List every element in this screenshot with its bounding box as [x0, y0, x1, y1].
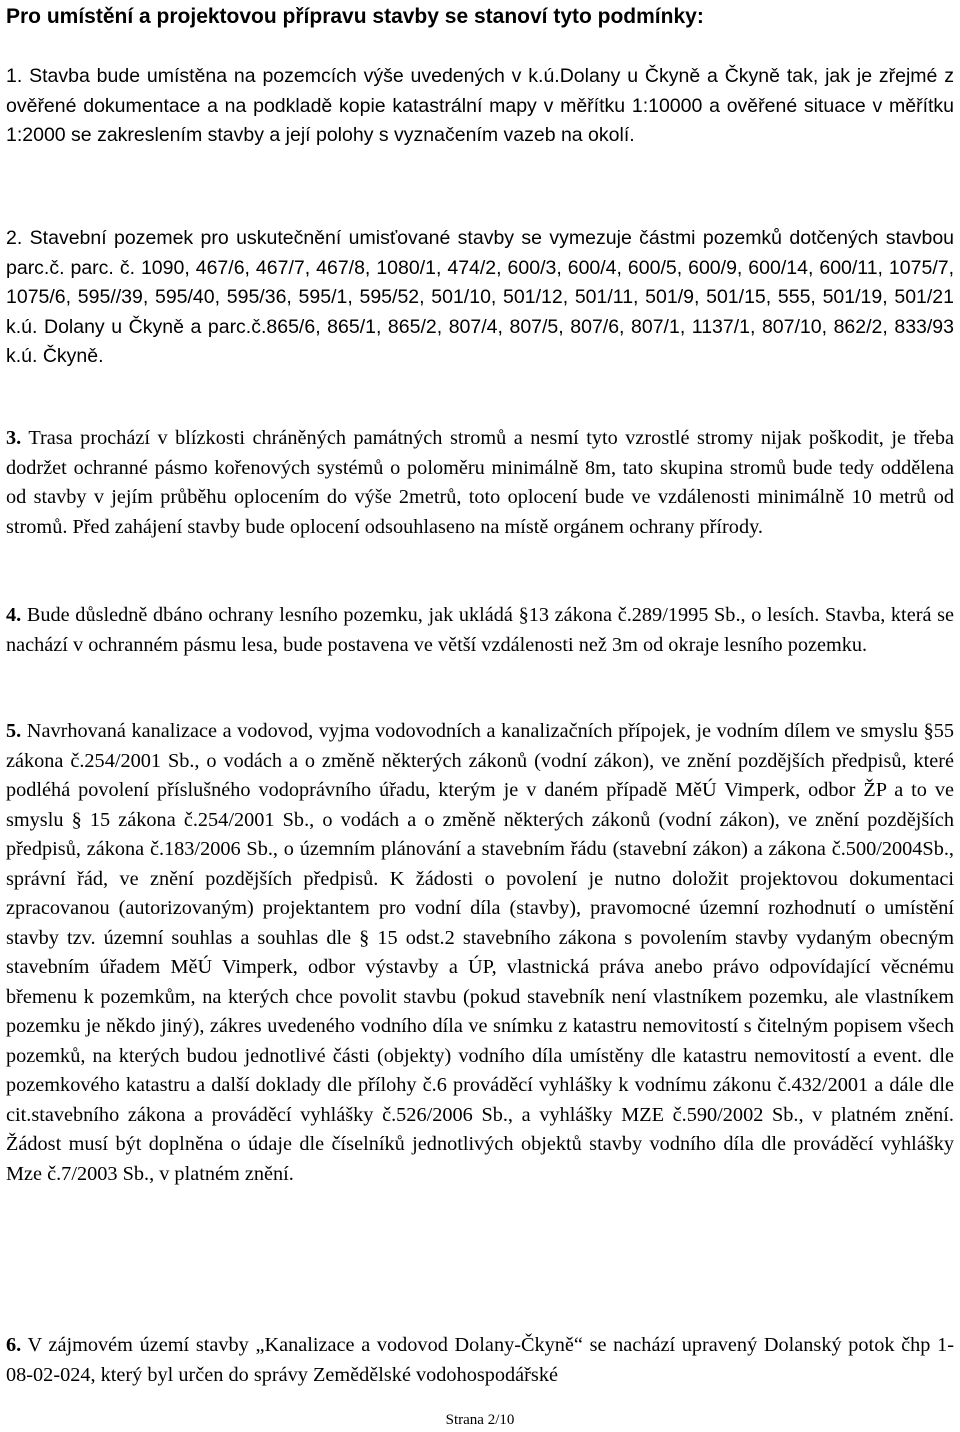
condition-5-number: 5. [6, 720, 22, 742]
condition-2 [6, 224, 954, 372]
condition-5-text: Navrhovaná kanalizace a vodovod, vyjma vodovodních a kanalizačních přípojek, je vodním dílem ve smyslu §55 zákona č.254/2001 Sb., o vodách a o změně některých zákonů (vodní zákon), ve znění pozdějších předpisů, které podléhá povolení příslušného vodoprávního úřadu, kterým je v daném případě MěÚ Vimperk, odbor ŽP a to ve smyslu § 15 zákona č.254/2001 Sb., o vodách a o změně některých zákonů (vodní zákon), ve znění pozdějších předpisů, zákona č.183/2006 Sb., o územním plánování a stavebním řádu (stavební zákon) a zákona č.500/2004Sb., správní řád, ve znění pozdějších předpisů. K žádosti o povolení je nutno doložit projektovou dokumentaci zpracovanou (autorizovaným) projektantem pro vodní díla (stavby), pravomocné územní rozhodnutí o umístění stavby tzv. územní souhlas a souhlas dle § 15 odst.2 stavebního zákona s povolením stavby vydaným obecným stavebním úřadem MěÚ Vimperk, odbor výstavby a ÚP, vlastnická práva anebo právo odpovídající věcnému břemenu k pozemkům, na kterých chce povolit stavbu (pokud stavebník není vlastníkem pozemku, ale vlastníkem pozemku je někdo jiný), zákres uvedeného vodního díla ve snímku z katastru nemovitostí s čitelným popisem všech pozemků, na kterých budou jednotlivé části (objekty) vodního díla umístěny dle katastru nemovitostí a event. dle pozemkového katastru a další doklady dle přílohy č.6 prováděcí vyhlášky k vodnímu zákonu č.432/2001 a dále dle cit.stavebního zákona a prováděcí vyhlášky č.526/2006 Sb., a vyhlášky MZE č.590/2002 Sb., v platném znění. Žádost musí být doplněna o údaje dle číselníků jednotlivých objektů stavby vodního díla dle prováděcí vyhlášky Mze č.7/2003 Sb., v platném znění. [6, 720, 954, 1185]
condition-3-text: Trasa prochází v blízkosti chráněných památných stromů a nesmí tyto vzrostlé stromy nijak poškodit, je třeba dodržet ochranné pásmo kořenových systémů o poloměru minimálně 8m, tato skupina stromů bude tedy oddělena od stavby v jejím průběhu oplocením do výše 2metrů, toto oplocení bude ve vzdálenosti minimálně 10 metrů od stromů. Před zahájení stavby bude oplocení odsouhlaseno na místě orgánem ochrany přírody. [6, 427, 954, 538]
condition-5 [6, 717, 954, 1189]
condition-2-number: 2. [6, 227, 23, 249]
condition-2-text: Stavební pozemek pro uskutečnění umisťované stavby se vymezuje částmi pozemků dotčených stavbou parc.č. parc. č. 1090, 467/6, 467/7, 467/8, 1080/1, 474/2, 600/3, 600/4, 600/5, 600/9, 600/14, 600/11, 1075/7, 1075/6, 595//39, 595/40, 595/36, 595/1, 595/52, 501/10, 501/12, 501/11, 501/9, 501/15, 555, 501/19, 501/21 k.ú. Dolany u Čkyně a parc.č.865/6, 865/1, 865/2, 807/4, 807/5, 807/6, 807/1, 1137/1, 807/10, 862/2, 833/93 k.ú. Čkyně. [6, 227, 955, 367]
page-footer: Strana 2/10 [445, 1412, 515, 1428]
condition-1 [6, 62, 954, 151]
condition-4-number: 4. [6, 604, 22, 626]
condition-1-number: 1. [6, 65, 23, 87]
condition-6 [6, 1331, 954, 1390]
condition-1-text: Stavba bude umístěna na pozemcích výše uvedených v k.ú.Dolany u Čkyně a Čkyně tak, jak je zřejmé z ověřené dokumentace a na podkladě kopie katastrální mapy v měřítku 1:10000 a ověřené situace v měřítku 1:2000 se zakreslením stavby a její polohy s vyznačením vazeb na okolí. [6, 65, 954, 146]
condition-3-number: 3. [6, 427, 22, 449]
condition-6-text: V zájmovém území stavby „Kanalizace a vodovod Dolany-Čkyně“ se nachází upravený Dolanský potok čhp 1-08-02-024, který byl určen do správy Zemědělské vodohospodářské [6, 1334, 954, 1386]
condition-3 [6, 424, 954, 542]
condition-4-text: Bude důsledně dbáno ochrany lesního pozemku, jak ukládá §13 zákona č.289/1995 Sb., o lesích. Stavba, která se nachází v ochranném pásmu lesa, bude postavena ve větší vzdálenosti než 3m od okraje lesního pozemku. [6, 604, 954, 656]
condition-6-number: 6. [6, 1334, 22, 1356]
condition-4 [6, 601, 954, 660]
page-heading: Pro umístění a projektovou přípravu stavby se stanoví tyto podmínky: [6, 5, 704, 28]
